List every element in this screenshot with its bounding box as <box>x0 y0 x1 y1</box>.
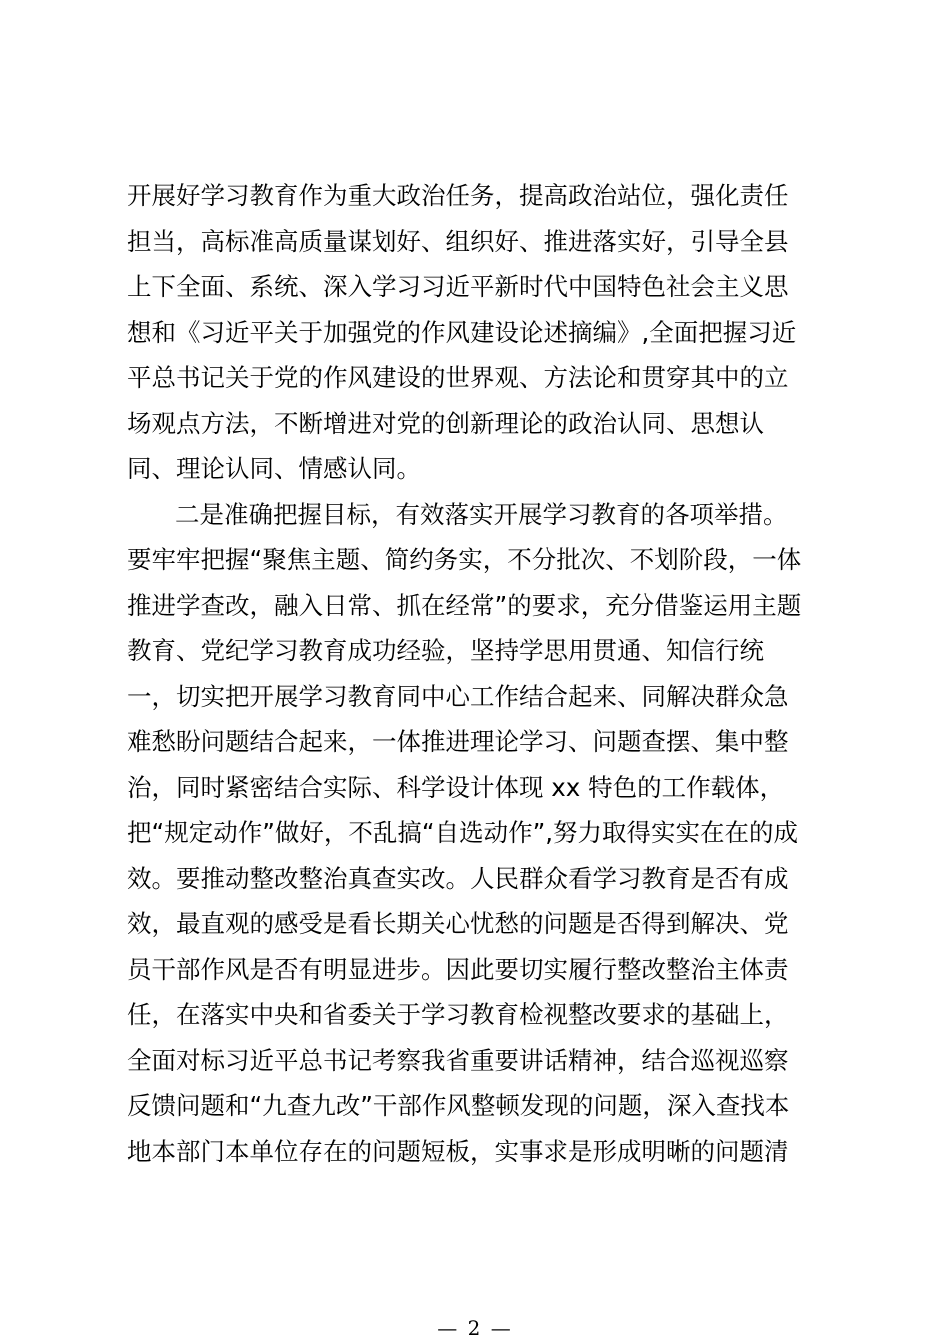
text-line: 效，最直观的感受是看长期关心忧愁的问题是否得到解决、党 <box>127 909 789 938</box>
body-text <box>127 173 837 1174</box>
text-line: 一，切实把开展学习教育同中心工作结合起来、同解决群众急 <box>127 681 789 711</box>
text-line: 难愁盼问题结合起来，一体推进理论学习、问题查摆、集中整 <box>127 727 789 756</box>
text-line: 把“规定动作”做好，不乱搞“自选动作”,努力取得实实在在的成 <box>127 818 799 847</box>
text-line: 要牢牢把握“聚焦主题、简约务实，不分批次、不划阶段，一体 <box>127 545 802 574</box>
paragraph-first-line: 二是准确把握目标，有效落实开展学习教育的各项举措。 <box>175 499 788 529</box>
text-line: 上下全面、系统、深入学习习近平新时代中国特色社会主义思 <box>127 272 789 301</box>
text-line: 平总书记关于党的作风建设的世界观、方法论和贯穿其中的立 <box>127 363 789 392</box>
page-number: — 2 — <box>437 1316 513 1340</box>
text-line: 想和《习近平关于加强党的作风建设论述摘编》,全面把握习近 <box>127 317 797 347</box>
text-line: 治，同时紧密结合实际、科学设计体现 xx 特色的工作载体， <box>127 772 785 802</box>
text-line: 任，在落实中央和省委关于学习教育检视整改要求的基础上， <box>127 1000 789 1029</box>
text-line: 推进学查改，融入日常、抓在经常”的要求，充分借鉴运用主题 <box>127 590 802 620</box>
text-line: 反馈问题和“九查九改”干部作风整顿发现的问题，深入查找本 <box>127 1091 790 1120</box>
text-line: 员干部作风是否有明显进步。因此要切实履行整改整治主体责 <box>127 954 789 984</box>
text-line: 开展好学习教育作为重大政治任务，提高政治站位，强化责任 <box>127 181 789 210</box>
text-line: 效。要推动整改整治真查实改。人民群众看学习教育是否有成 <box>127 863 789 893</box>
text-line: 同、理论认同、情感认同。 <box>127 454 421 483</box>
text-line: 教育、党纪学习教育成功经验，坚持学思用贯通、知信行统 <box>127 636 764 665</box>
text-line: 场观点方法，不断增进对党的创新理论的政治认同、思想认 <box>127 408 764 438</box>
text-line: 担当，高标准高质量谋划好、组织好、推进落实好，引导全县 <box>127 226 789 256</box>
text-line: 地本部门本单位存在的问题短板，实事求是形成明晰的问题清 <box>127 1136 789 1166</box>
text-line: 全面对标习近平总书记考察我省重要讲话精神，结合巡视巡察 <box>127 1045 789 1075</box>
